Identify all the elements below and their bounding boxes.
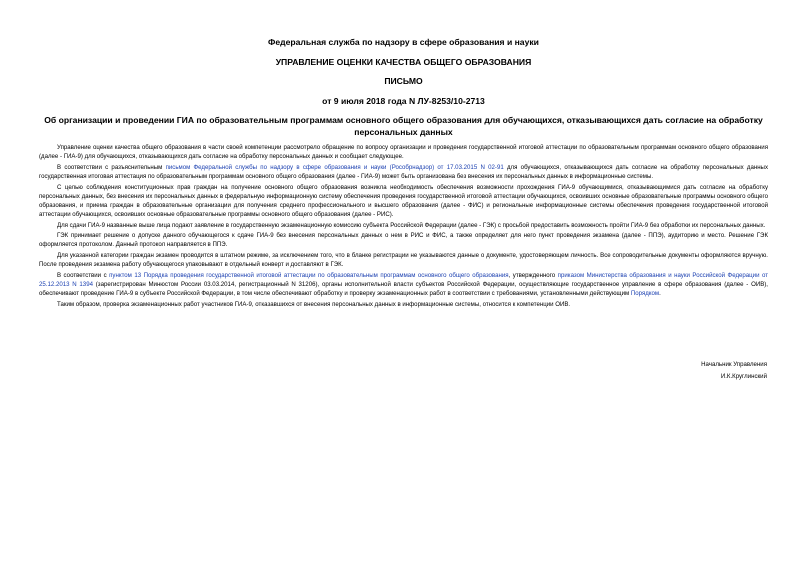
paragraph-7 bbox=[39, 271, 768, 298]
paragraph-1-text: Управление оценки качества общего образования в части своей компетенции рассмотрело обращение по вопросу организации и проведения государственной итоговой аттестации по образовательным программам основного общего образования (далее - ГИА-9) для обучающихся, отказывающихся дать согласие на обработку персональных данных и сообщает следующее. bbox=[39, 144, 768, 161]
procedure-clause-13-link[interactable]: пунктом 13 Порядка проведения государственной итоговой аттестации по образовательным программам основного общего образования bbox=[109, 271, 509, 279]
paragraph-2-text-a: В соответствии с разъяснительным bbox=[57, 163, 166, 171]
paragraph-8 bbox=[39, 300, 768, 309]
document-body bbox=[39, 143, 768, 310]
paragraph-1 bbox=[39, 143, 768, 161]
paragraph-7-text-b: , утвержденного bbox=[508, 271, 558, 279]
document-type: ПИСЬМО bbox=[384, 76, 423, 86]
signature-position: Начальник Управления bbox=[701, 361, 767, 368]
paragraph-7-text-a: В соответствии с bbox=[57, 271, 110, 279]
paragraph-4 bbox=[39, 221, 768, 230]
department-name: УПРАВЛЕНИЕ ОЦЕНКИ КАЧЕСТВА ОБЩЕГО ОБРАЗОВАНИЯ bbox=[275, 57, 532, 67]
paragraph-7-text-c: (зарегистрирован Минюстом России 03.03.2014, регистрационный N 31206), органы исполнительной власти субъектов Российской Федерации, осуществляющие государственное управление в сфере образования (далее - ОИВ), обеспечивают проведение ГИА-9 в субъекте Российской Федерации, в том числе обеспечивают обработку и проверку экзаменационных работ в соответствии с требованиями, установленными действующим bbox=[39, 280, 768, 297]
paragraph-7-text-d: . bbox=[659, 289, 661, 297]
paragraph-8-text: Таким образом, проверка экзаменационных работ участников ГИА-9, отказавшихся от внесения персональных данных в информационные системы, относится к компетенции ОИВ. bbox=[57, 300, 571, 308]
agency-name: Федеральная служба по надзору в сфере образования и науки bbox=[268, 37, 539, 47]
paragraph-5 bbox=[39, 231, 768, 249]
document-title: Об организации и проведении ГИА по образовательным программам основного общего образования для обучающихся, отказывающихся дать согласие на обработку персональных данных bbox=[44, 115, 763, 137]
paragraph-3 bbox=[39, 183, 768, 219]
paragraph-4-text: Для сдачи ГИА-9 названные выше лица подают заявление в государственную экзаменационную комиссию субъекта Российской Федерации (далее - ГЭК) с просьбой предоставить возможность пройти ГИА-9 без обработки их персональных данных. bbox=[57, 221, 766, 229]
signature-name: И.К.Круглинский bbox=[720, 373, 767, 380]
paragraph-6-text: Для указанной категории граждан экзамен проводится в штатном режиме, за исключением того, что в бланке регистрации не указываются данные о документе, удостоверяющем личность. Все сопроводительные документы оформляются вручную. После проведения экзамена работу обучающегося упаковывают в отдельный конверт и доставляют в ГЭК. bbox=[39, 252, 768, 269]
paragraph-5-text: ГЭК принимает решение о допуске данного обучающегося к сдаче ГИА-9 без внесения персональных данных о нем в РИС и ФИС, а также определяет для него пункт проведения экзамена (далее - ППЭ), аудиторию и место. Решение ГЭК оформляется протоколом. Данный протокол направляется в ППЭ. bbox=[39, 232, 768, 249]
ministry-order-link[interactable]: приказом Министерства образования и науки Российской Федерации от 25.12.2013 N 1394 bbox=[39, 271, 769, 288]
paragraph-2-text-b: для обучающихся, отказывающихся дать согласие на обработку персональных данных государственная итоговая аттестация по образовательным программам основного общего образования (далее - ГИА-9) может быть организована без внесения их персональных данных в информационные системы. bbox=[39, 163, 768, 180]
procedure-link[interactable]: Порядком bbox=[630, 289, 660, 297]
paragraph-6 bbox=[39, 251, 768, 269]
document-date-number: от 9 июля 2018 года N ЛУ-8253/10-2713 bbox=[322, 96, 485, 106]
rosobrnadzor-letter-link[interactable]: письмом Федеральной службы по надзору в сфере образования и науки (Рособрнадзор) от 17.03.2015 N 02-91 bbox=[165, 163, 504, 171]
paragraph-2 bbox=[39, 163, 768, 181]
paragraph-3-text: С целью соблюдения конституционных прав граждан на получение основного общего образования возникла необходимость обеспечения возможности прохождения ГИА-9 обучающимися, отказывающимися дать согласие на обработку персональных данных, без внесения их персональных данных в федеральную информационную систему обеспечения проведения государственной итоговой аттестации обучающихся, освоивших основные образовательные программы основного общего образования, и приема граждан в образовательные организации для получения среднего профессионального и высшего образования (далее - ФИС) и региональные информационные системы обеспечения проведения государственной итоговой аттестации обучающихся, освоивших основные образовательные программы основного общего образования (далее - РИС). bbox=[39, 183, 768, 218]
